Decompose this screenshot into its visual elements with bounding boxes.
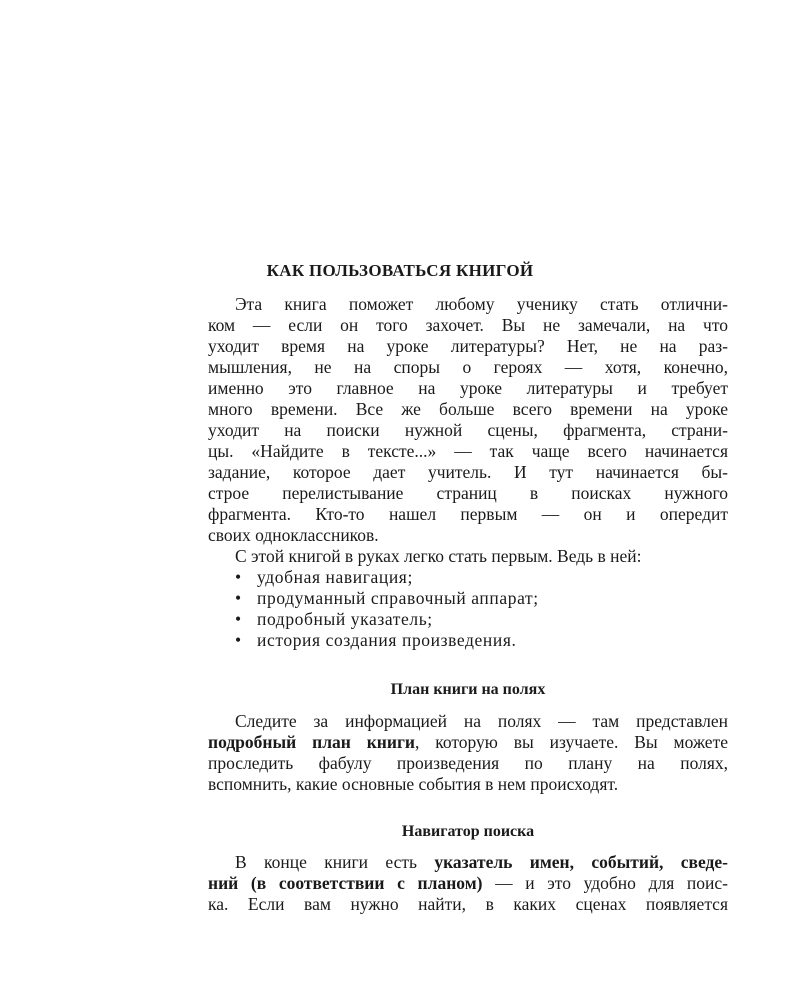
text-line: [208, 315, 728, 336]
text-line: [208, 462, 728, 483]
text-line: [208, 525, 728, 546]
text-line: [208, 894, 728, 915]
text-run: уходит на поиски нужной сцены, фрагмента, страни-: [208, 420, 728, 440]
text-run: цы. «Найдите в тексте...» — так чаще всего начинается: [208, 441, 728, 461]
section-navigator: [208, 821, 728, 915]
text-run: проследить фабулу произведения по плану на полях,: [208, 753, 728, 773]
bold-text: ний (в соответствии с планом): [208, 873, 483, 893]
list-item-text: подробный указатель;: [257, 609, 433, 629]
list-item-text: история создания произведения.: [257, 630, 517, 650]
text-line: [208, 711, 728, 732]
bullet-icon: •: [235, 567, 242, 587]
text-run: В конце книги есть: [235, 852, 435, 872]
text-line: [208, 774, 728, 795]
text-run: вспомнить, какие основные события в нем происходят.: [208, 774, 619, 794]
text-run: Эта книга поможет любому ученику стать отлични-: [235, 294, 728, 314]
text-line: [208, 546, 728, 567]
text-line: [208, 378, 728, 399]
text-run: фрагмента. Кто-то нашел первым — он и опередит: [208, 504, 728, 524]
bold-text: подробный план книги: [208, 732, 415, 752]
section-heading: План книги на полях: [390, 681, 546, 698]
text-line: [208, 483, 728, 504]
list-item: [208, 630, 728, 651]
text-run: уходит время на уроке литературы? Нет, не на раз-: [208, 336, 728, 356]
feature-list: [208, 567, 728, 651]
bold-text: указатель имен, событий, сведе-: [434, 852, 728, 872]
text-run: — и это удобно для поис-: [482, 873, 728, 893]
text-line: [208, 336, 728, 357]
section-plan: [208, 679, 728, 795]
text-run: ка. Если вам нужно найти, в каких сценах появляется: [208, 894, 728, 914]
text-run: строе перелистывание страниц в поисках нужного: [208, 483, 728, 503]
text-line: [208, 357, 728, 378]
text-run: С этой книгой в руках легко стать первым. Ведь в ней:: [235, 546, 642, 566]
text-run: своих одноклассников.: [208, 525, 379, 545]
text-run: именно это главное на уроке литературы и требует: [208, 378, 728, 398]
text-line: [208, 753, 728, 774]
text-run: много времени. Все же больше всего времени на уроке: [208, 399, 728, 419]
intro-paragraph: [208, 294, 728, 546]
text-line: [208, 732, 728, 753]
bullet-icon: •: [235, 609, 242, 629]
bullet-icon: •: [235, 630, 242, 650]
section-heading: Навигатор поиска: [401, 823, 535, 840]
list-item: [208, 588, 728, 609]
intro-paragraph-2: [208, 546, 728, 567]
text-run: ком — если он того захочет. Вы не замечали, на что: [208, 315, 728, 335]
text-line: [208, 420, 728, 441]
text-run: Следите за информацией на полях — там представлен: [235, 711, 728, 731]
list-item: [208, 567, 728, 588]
text-line: [208, 294, 728, 315]
list-item-text: удобная навигация;: [257, 567, 413, 587]
bullet-icon: •: [235, 588, 242, 608]
text-run: , которую вы изучаете. Вы можете: [414, 732, 728, 752]
text-run: задание, которое дает учитель. И тут начинается бы-: [208, 462, 728, 482]
text-line: [208, 399, 728, 420]
text-line: [208, 852, 728, 873]
text-run: мышления, не на споры о героях — хотя, конечно,: [208, 357, 728, 377]
page-title: КАК ПОЛЬЗОВАТЬСЯ КНИГОЙ: [266, 261, 534, 280]
list-item: [208, 609, 728, 630]
text-line: [208, 504, 728, 525]
text-line: [208, 873, 728, 894]
list-item-text: продуманный справочный аппарат;: [257, 588, 539, 608]
text-line: [208, 441, 728, 462]
